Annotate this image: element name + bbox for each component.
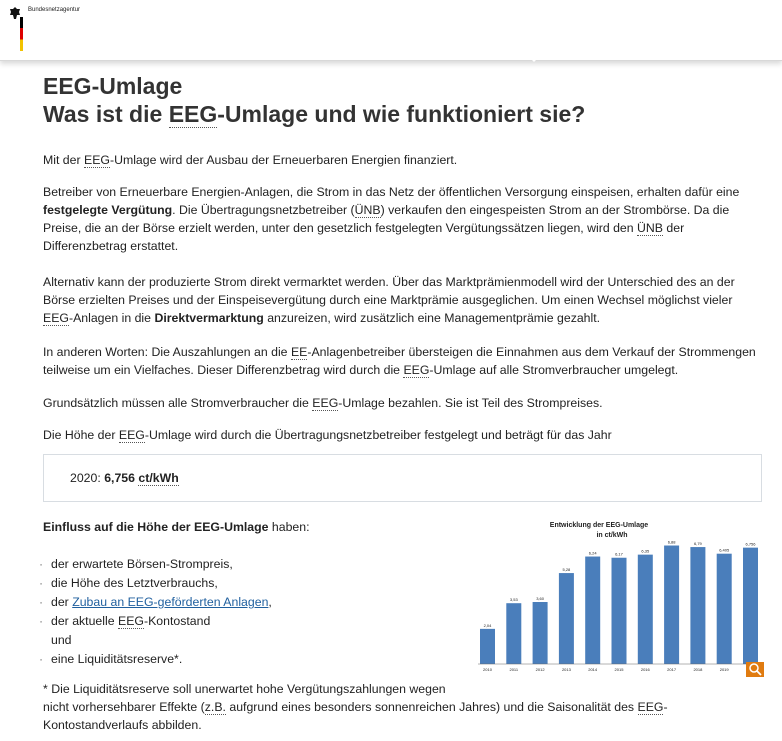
chart-value-label: 3,53 [509, 597, 518, 603]
paragraph-other-words: In anderen Worten: Die Auszahlungen an die EE-Anlagenbetreiber übersteigen die Einnahmen aus dem Verkauf der Strommengen teilweise um ein Vielfaches. Dieser Differenzbetrag wird durch die EEG-Umlage auf alle Stromverbraucher umgelegt. [43, 345, 756, 377]
chart-category-label: 2017 [667, 667, 677, 672]
chart-category-label: 2014 [588, 667, 598, 672]
abbr-eeg[interactable]: EEG [312, 396, 339, 410]
chart-bar [585, 557, 600, 664]
rate-box [43, 454, 762, 502]
page-title: EEG-Umlage Was ist die EEG-Umlage und wie funktioniert sie? [43, 73, 586, 127]
bundesnetzagentur-logo[interactable] [6, 4, 86, 48]
magnifier-zoom-icon[interactable] [746, 662, 764, 677]
abbr-uenb[interactable]: ÜNB [637, 221, 663, 235]
list-item: · die Höhe des Letztverbrauchs, [39, 576, 218, 590]
abbr-eeg[interactable]: EEG [118, 614, 144, 628]
link-zubau-anlagen[interactable]: Zubau an EEG-geförderten Anlagen [72, 595, 269, 609]
chart-value-label: 6,756 [745, 541, 756, 547]
chart-bar [533, 602, 548, 664]
abbr-eeg[interactable]: EEG [84, 153, 110, 167]
abbr-unit[interactable]: ct/kWh [138, 471, 179, 485]
chart-category-label: 2019 [719, 667, 729, 672]
rate-value: 6,756 [104, 471, 135, 485]
abbr-zb[interactable]: z.B. [204, 700, 226, 714]
chart-category-label: 2011 [509, 667, 519, 672]
list-item: · der aktuelle EEG-Kontostand [39, 614, 211, 628]
list-item: · der Zubau an EEG-geförderten Anlagen, [39, 595, 272, 609]
paragraph-direct-marketing: Alternativ kann der produzierte Strom direkt vermarktet werden. Über das Marktprämienmodell wird der Unterschied des an der Börse erzielten Preises und der Einspeisevergütung durch eine Marktprämie ausgeglichen. Um einen Wechsel möglichst vieler EEG-Anlagen in die Direktvermarktung anzureizen, wird zusätzlich eine Managementprämie gezahlt. [43, 275, 735, 325]
list-item: · der erwartete Börsen-Strompreis, [39, 557, 233, 571]
influence-list [39, 555, 479, 669]
chart-value-label: 5,28 [562, 567, 571, 573]
title-line-1: EEG-Umlage [43, 73, 183, 99]
chart-category-label: 2018 [693, 667, 703, 672]
bold-verguetung: festgelegte Vergütung [43, 203, 173, 217]
abbr-eeg[interactable]: EEG [43, 311, 69, 325]
footnote: * Die Liquiditätsreserve soll unerwartet hohe Vergütungszahlungen wegen nicht vorhersehbarer Effekte (z.B. aufgrund eines besonders sonnenreichen Jahres) und die Saisonalität des EEG-Kontostandverlaufs abbilden. [43, 682, 668, 732]
rate-text: 2020: 6,756 ct/kWh [70, 471, 179, 485]
abbr-eeg[interactable]: EEG [168, 101, 218, 127]
abbr-eeg[interactable]: EEG [637, 700, 664, 714]
chart-title: Entwicklung der EEG-Umlage [549, 522, 649, 529]
chart-category-label: 2015 [614, 667, 624, 672]
chart-bar [717, 554, 732, 664]
chart-bar [506, 603, 521, 664]
list-item: und [51, 633, 72, 647]
chart-value-label: 2,04 [483, 622, 492, 628]
eeg-umlage-chart[interactable] [470, 518, 768, 678]
org-name: Bundesnetzagentur [28, 7, 81, 13]
paragraph-operators: Betreiber von Erneuerbare Energien-Anlagen, die Strom in das Netz der öffentlichen Versorgung einspeisen, erhalten dafür eine festgelegte Vergütung. Die Übertragungsnetzbetreiber (ÜNB) verkaufen den eingespeisten Strom an der Strombörse. Da die Preise, die an der Börse erzielt werden, unter den gesetzlich festgelegten Vergütungssätzen liegen, wird den ÜNB der Differenzbetrag erstattet. [43, 185, 740, 253]
paragraph-amount: Die Höhe der EEG-Umlage wird durch die Übertragungsnetzbetreiber festgelegt und beträgt für das Jahr [43, 428, 612, 442]
chart-bar [612, 558, 627, 664]
chart-bar [690, 547, 705, 664]
header-notch [528, 56, 540, 62]
chart-value-label: 6,24 [588, 550, 597, 556]
chart-value-label: 6,88 [667, 539, 676, 545]
chart-category-label: 2016 [640, 667, 650, 672]
chart-value-label: 6,17 [615, 551, 623, 557]
abbr-ee[interactable]: EE [290, 345, 308, 359]
abbr-eeg[interactable]: EEG [403, 363, 430, 377]
chart-bar [638, 555, 653, 664]
bold-direktvermarktung: Direktvermarktung [154, 311, 264, 325]
chart-subtitle: in ct/kWh [596, 532, 628, 539]
chart-category-label: 2013 [561, 667, 571, 672]
chart-bar [559, 573, 574, 664]
flag-stripe [20, 17, 23, 51]
abbr-eeg[interactable]: EEG [118, 428, 145, 442]
list-item: · eine Liquiditätsreserve*. [39, 652, 183, 666]
chart-value-label: 6,405 [719, 547, 730, 553]
chart-category-label: 2010 [483, 667, 492, 672]
influence-heading: Einfluss auf die Höhe der EEG-Umlage haben: [43, 520, 310, 534]
paragraph-all-consumers: Grundsätzlich müssen alle Stromverbraucher die EEG-Umlage bezahlen. Sie ist Teil des Strompreises. [43, 396, 603, 410]
chart-value-label: 3,60 [536, 596, 544, 601]
paragraph-intro: Mit der EEG-Umlage wird der Ausbau der Erneuerbaren Energien finanziert. [43, 153, 458, 167]
chart-bar [743, 548, 758, 664]
chart-bar [664, 546, 679, 664]
chart-category-label: 2012 [535, 667, 545, 672]
chart-value-label: 6,35 [641, 548, 650, 554]
site-header [0, 0, 782, 61]
abbr-uenb[interactable]: ÜNB [354, 203, 381, 217]
chart-bar [480, 629, 495, 664]
chart-value-label: 6,79 [694, 541, 702, 547]
